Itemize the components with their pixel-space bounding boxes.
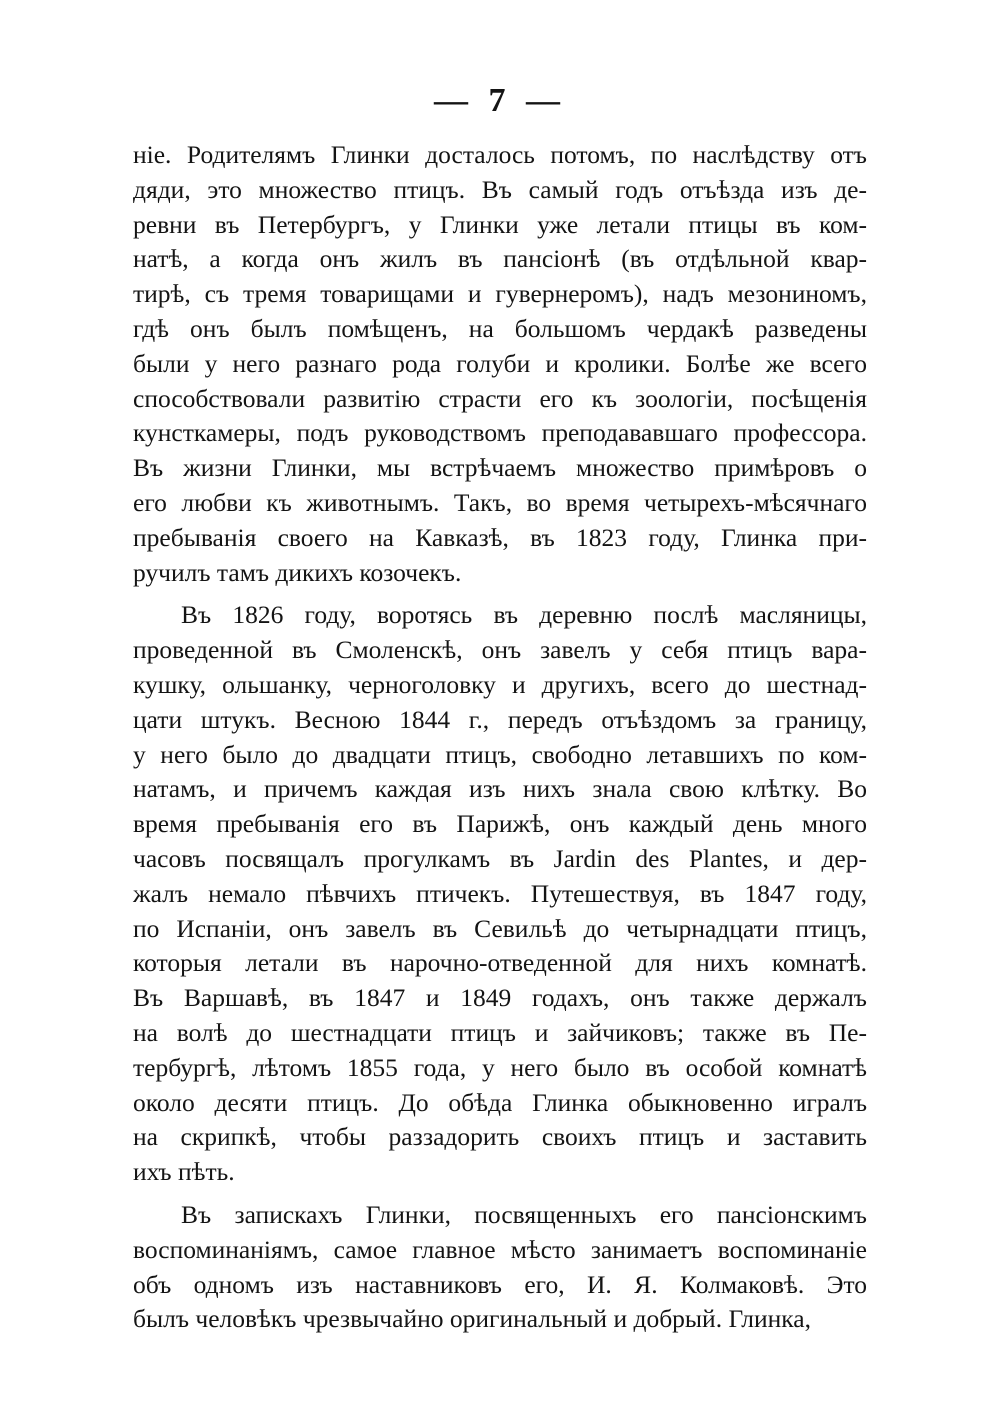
text-line: Въ Варшавѣ, въ 1847 и 1849 годахъ, онъ также держалъ: [133, 983, 867, 1013]
text-line: Въ жизни Глинки, мы встрѣчаемъ множество примѣровъ о: [133, 453, 867, 483]
text-line: время пребыванія его въ Парижѣ, онъ каждый день много: [133, 809, 867, 839]
paragraph: [133, 1198, 867, 1337]
text-line: ручилъ тамъ дикихъ козочекъ.: [133, 557, 462, 587]
text-line: около десяти птицъ. До обѣда Глинка обыкновенно игралъ: [133, 1087, 867, 1117]
text-line: жалъ немало пѣвчихъ птичекъ. Путешествуя, въ 1847 году,: [133, 878, 867, 908]
text-line: у него было до двадцати птицъ, свободно летавшихъ по ком-: [133, 739, 867, 769]
text-line: натѣ, а когда онъ жилъ въ пансіонѣ (въ отдѣльной квар-: [133, 244, 867, 274]
text-line: натамъ, и причемъ каждая изъ нихъ знала свою клѣтку. Во: [133, 774, 867, 804]
text-line: дяди, это множество птицъ. Въ самый годъ отъѣзда изъ де-: [133, 174, 867, 204]
text-line: способствовали развитію страсти его къ зоологіи, посѣщенія: [133, 383, 867, 413]
text-line: Въ 1826 году, воротясь въ деревню послѣ масляницы,: [181, 600, 867, 630]
text-line: ревни въ Петербургъ, у Глинки уже летали птицы въ ком-: [133, 209, 867, 239]
text-line: кушку, ольшанку, черноголовку и другихъ, всего до шестнад-: [133, 669, 867, 699]
text-line: ихъ пѣть.: [133, 1157, 235, 1187]
text-line: тирѣ, съ тремя товарищами и гувернеромъ), надъ мезониномъ,: [133, 279, 867, 309]
text-line: проведенной въ Смоленскѣ, онъ завелъ у себя птицъ вара-: [133, 635, 867, 665]
text-line: которыя летали въ нарочно-отведенной для нихъ комнатѣ.: [133, 948, 867, 978]
text-line: тербургѣ, лѣтомъ 1855 года, у него было въ особой комнатѣ: [133, 1052, 867, 1082]
paragraph: [133, 138, 867, 590]
text-line: на скрипкѣ, чтобы раззадорить своихъ птицъ и заставить: [133, 1122, 867, 1152]
page-number: — 7 —: [434, 82, 566, 119]
text-line: воспоминаніямъ, самое главное мѣсто занимаетъ воспоминаніе: [133, 1234, 867, 1264]
text-line: цати штукъ. Весною 1844 г., передъ отъѣздомъ за границу,: [133, 704, 867, 734]
text-line: гдѣ онъ былъ помѣщенъ, на большомъ чердакѣ разведены: [133, 313, 867, 343]
text-line: ніе. Родителямъ Глинки досталось потомъ, по наслѣдству отъ: [133, 140, 867, 169]
text-line: пребыванія своего на Кавказѣ, въ 1823 году, Глинка при-: [133, 522, 867, 552]
text-line: кунсткамеры, подъ руководствомъ преподававшаго профессора.: [133, 418, 867, 448]
text-line: былъ человѣкъ чрезвычайно оригинальный и добрый. Глинка,: [133, 1304, 811, 1334]
text-line: были у него разнаго рода голуби и кролики. Болѣе же всего: [133, 348, 867, 378]
text-line: часовъ посвящалъ прогулкамъ въ Jardin des Plantes, и дер-: [133, 843, 867, 873]
text-line: на волѣ до шестнадцати птицъ и зайчиковъ; также въ Пе-: [133, 1017, 867, 1047]
text-line: по Испаніи, онъ завелъ въ Севильѣ до четырнадцати птицъ,: [133, 913, 867, 943]
text-line: его любви къ животнымъ. Такъ, во время четырехъ-мѣсячнаго: [133, 487, 867, 517]
body-text: [133, 138, 867, 1345]
text-line: объ одномъ изъ наставниковъ его, И. Я. Колмаковѣ. Это: [133, 1269, 867, 1299]
paragraph: [133, 598, 867, 1190]
text-line: Въ запискахъ Глинки, посвященныхъ его пансіонскимъ: [181, 1199, 867, 1229]
